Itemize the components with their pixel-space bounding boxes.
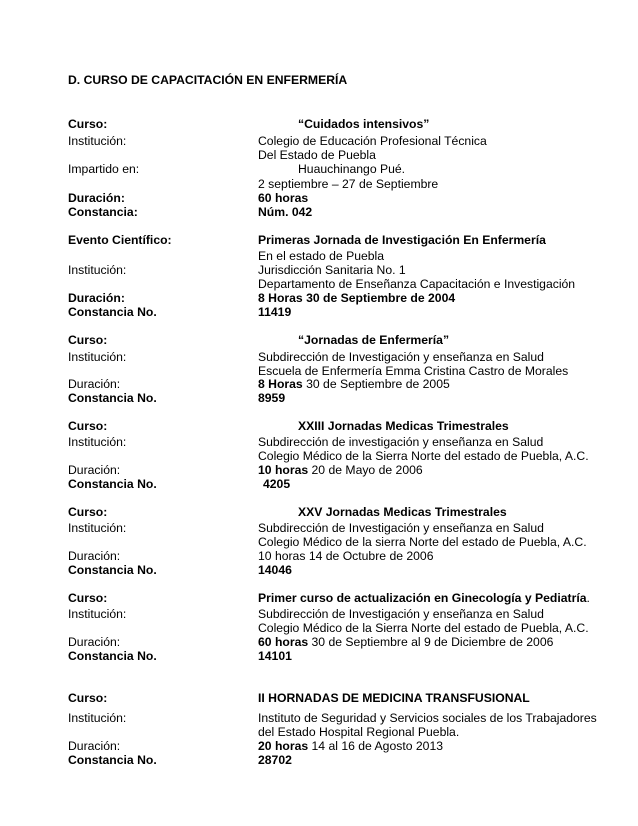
curso-value: Primer curso de actualización en Ginecología y Pediatría	[258, 591, 587, 605]
institucion-line-1: Instituto de Seguridad y Servicios sociales de los Trabajadores	[258, 711, 597, 725]
institucion-label: Institución:	[68, 607, 127, 621]
constancia-label: Constancia No.	[68, 477, 157, 491]
institucion-label: Institución:	[68, 521, 127, 535]
constancia-label: Constancia No.	[68, 305, 157, 319]
duracion-label: Duración:	[68, 463, 121, 477]
constancia-value: 14046	[258, 563, 292, 577]
curso-label: Curso:	[68, 117, 108, 131]
duracion-label: Duración:	[68, 377, 121, 391]
constancia-label: Constancia No.	[68, 753, 157, 767]
section-heading: D. CURSO DE CAPACITACIÓN EN ENFERMERÍA	[68, 73, 348, 87]
evento-line-2: En el estado de Puebla	[258, 249, 385, 263]
curso-label: Curso:	[68, 333, 108, 347]
duracion-hours: 10 horas	[258, 463, 309, 477]
curso-value: XXV Jornadas Medicas Trimestrales	[298, 505, 507, 519]
constancia-value: 11419	[258, 305, 292, 319]
institucion-label: Institución:	[68, 435, 127, 449]
curso-label: Curso:	[68, 691, 108, 705]
institucion-line-2: Departamento de Enseñanza Capacitación e Investigación	[258, 277, 576, 291]
institucion-line-1: Colegio de Educación Profesional Técnica	[258, 134, 487, 148]
duracion-date: 20 de Mayo de 2006	[308, 463, 423, 477]
evento-value: Primeras Jornada de Investigación En Enfermería	[258, 233, 546, 247]
institucion-line-2: Colegio Médico de la Sierra Norte del estado de Puebla, A.C.	[258, 449, 589, 463]
impartido-value: Huauchinango Pué.	[298, 162, 406, 176]
curso-value: II HORNADAS DE MEDICINA TRANSFUSIONAL	[258, 691, 530, 705]
institucion-line-2: Escuela de Enfermería Emma Cristina Castro de Morales	[258, 364, 569, 378]
duracion-value: 10 horas 14 de Octubre de 2006	[258, 549, 434, 563]
curso-value: XXIII Jornadas Medicas Trimestrales	[298, 419, 509, 433]
duracion-value	[258, 635, 553, 649]
constancia-label: Constancia No.	[68, 563, 157, 577]
duracion-date: 30 de Septiembre de 2005	[302, 377, 450, 391]
constancia-label: Constancia No.	[68, 649, 157, 663]
duracion-hours: 20 horas	[258, 739, 309, 753]
institucion-line-1: Subdirección de Investigación y enseñanza en Salud	[258, 521, 544, 535]
curso-value: “Cuidados intensivos”	[298, 117, 430, 131]
curso-label: Curso:	[68, 505, 108, 519]
curso-label: Curso:	[68, 419, 108, 433]
institucion-line-1: Jurisdicción Sanitaria No. 1	[258, 263, 406, 277]
institucion-label: Institución:	[68, 711, 127, 725]
constancia-value: 28702	[258, 753, 292, 767]
institucion-line-2: Colegio Médico de la sierra Norte del estado de Puebla, A.C.	[258, 535, 587, 549]
impartido-label: Impartido en:	[68, 162, 140, 176]
duracion-value	[258, 377, 450, 391]
duracion-label: Duración:	[68, 635, 121, 649]
duracion-value: 8 Horas 30 de Septiembre de 2004	[258, 291, 456, 305]
duracion-value	[258, 463, 423, 477]
institucion-line-1: Subdirección de Investigación y enseñanza en Salud	[258, 607, 544, 621]
duracion-hours: 60 horas	[258, 635, 309, 649]
curso-value-line	[258, 591, 590, 605]
institucion-line-2: Del Estado de Puebla	[258, 148, 376, 162]
fecha-value: 2 septiembre – 27 de Septiembre	[258, 177, 439, 191]
constancia-label: Constancia:	[68, 205, 138, 219]
curso-label: Curso:	[68, 591, 108, 605]
duracion-date: 30 de Septiembre al 9 de Diciembre de 2006	[308, 635, 554, 649]
duracion-date: 14 al 16 de Agosto 2013	[308, 739, 443, 753]
duracion-label: Duración:	[68, 549, 121, 563]
institucion-line-2: Colegio Médico de la Sierra Norte del estado de Puebla, A.C.	[258, 621, 589, 635]
constancia-label: Constancia No.	[68, 391, 157, 405]
duracion-value	[258, 739, 443, 753]
duracion-label: Duración:	[68, 739, 121, 753]
evento-label: Evento Científico:	[68, 233, 172, 247]
institucion-line-1: Subdirección de investigación y enseñanza en Salud	[258, 435, 544, 449]
constancia-value: 8959	[258, 391, 286, 405]
duracion-label: Duración:	[68, 191, 125, 205]
constancia-value: Núm. 042	[258, 205, 313, 219]
curso-value: “Jornadas de Enfermería”	[298, 333, 450, 347]
institucion-line-2: del Estado Hospital Regional Puebla.	[258, 725, 460, 739]
duracion-hours: 8 Horas	[258, 377, 303, 391]
constancia-value: 4205	[263, 477, 291, 491]
institucion-line-1: Subdirección de Investigación y enseñanza en Salud	[258, 350, 544, 364]
duracion-value: 60 horas	[258, 191, 309, 205]
institucion-label: Institución:	[68, 134, 127, 148]
institucion-label: Institución:	[68, 263, 127, 277]
duracion-label: Duración:	[68, 291, 125, 305]
institucion-label: Institución:	[68, 350, 127, 364]
constancia-value: 14101	[258, 649, 292, 663]
curso-period: .	[586, 591, 590, 605]
